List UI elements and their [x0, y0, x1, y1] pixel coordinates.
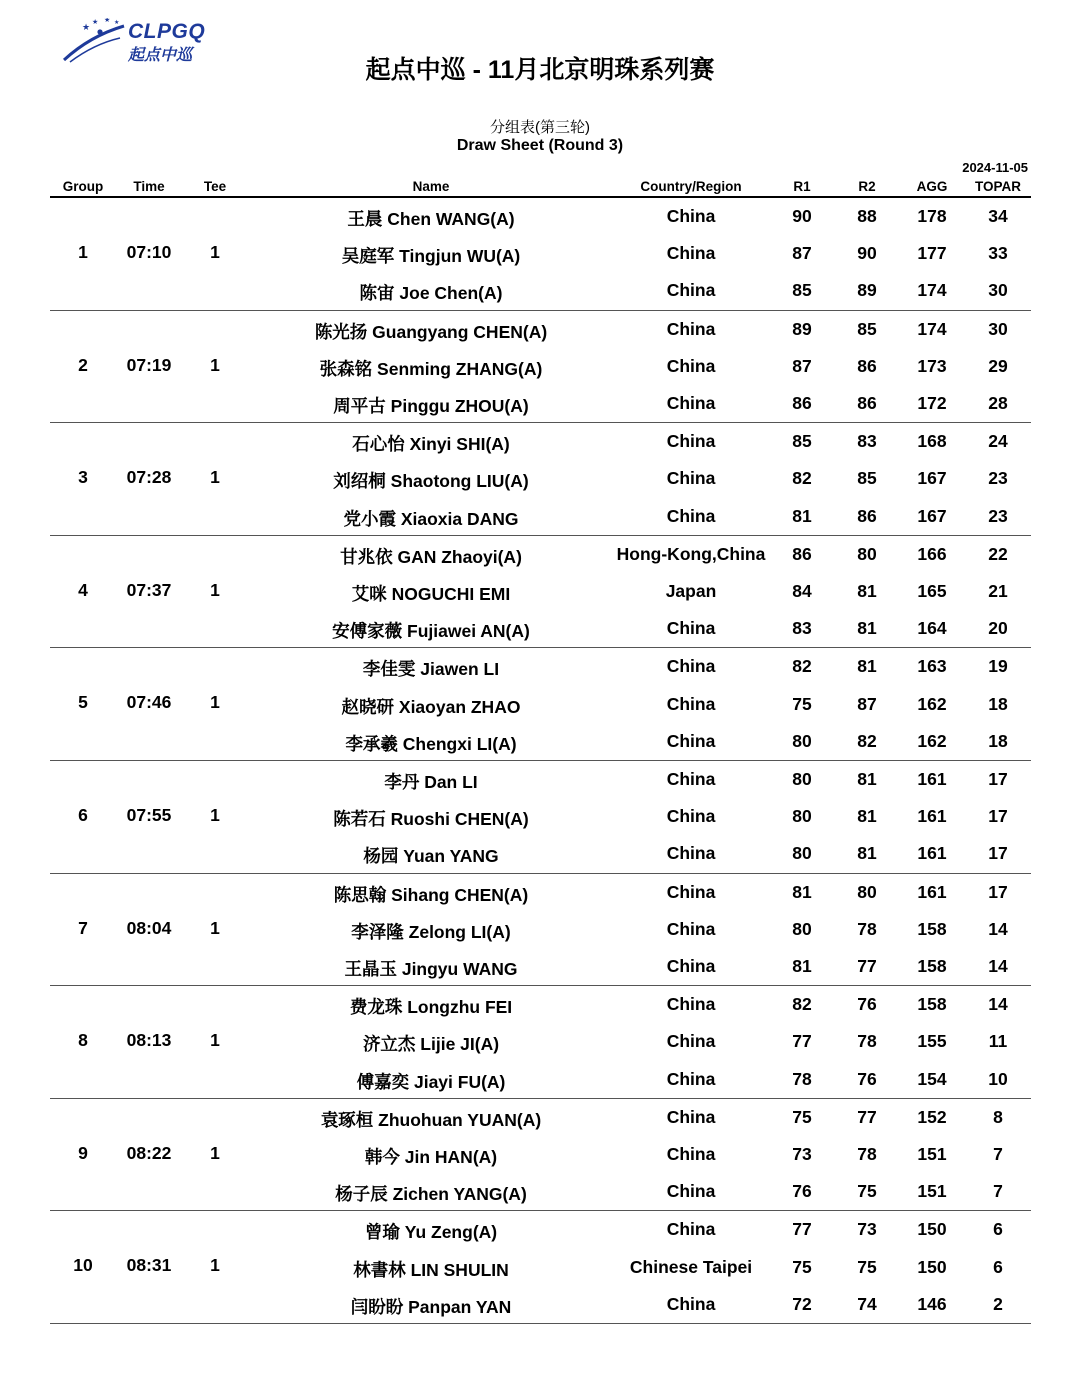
player-r2: 83	[857, 431, 877, 452]
player-agg: 154	[917, 1068, 947, 1089]
group-number: 9	[78, 1142, 88, 1163]
player-topar: 6	[993, 1219, 1003, 1240]
player-agg: 166	[917, 543, 947, 564]
tee-time: 07:10	[126, 242, 172, 262]
player-name: 李承羲 Chengxi LI(A)	[345, 733, 517, 754]
player-agg: 173	[917, 355, 947, 376]
player-r1: 90	[792, 206, 812, 226]
player-r2: 88	[857, 206, 877, 226]
group-number: 10	[73, 1255, 93, 1276]
player-topar: 17	[988, 843, 1008, 864]
table-row	[50, 1286, 1031, 1323]
player-topar: 7	[993, 1181, 1003, 1202]
player-r2: 87	[857, 693, 877, 714]
table-row	[50, 986, 1031, 1023]
player-r2: 81	[857, 656, 877, 677]
player-agg: 161	[917, 768, 947, 789]
player-r2: 89	[857, 280, 877, 301]
group-block	[50, 761, 1031, 874]
header-name: Name	[412, 179, 450, 194]
player-r2: 81	[857, 618, 877, 639]
player-agg: 162	[917, 693, 947, 714]
player-r2: 86	[857, 392, 877, 413]
groups-container	[50, 198, 1031, 1324]
player-r1: 72	[792, 1293, 812, 1314]
subtitle-english: Draw Sheet (Round 3)	[456, 137, 624, 154]
player-topar: 18	[988, 730, 1008, 751]
player-name: 杨园 Yuan YANG	[363, 846, 499, 867]
player-agg: 150	[917, 1256, 947, 1277]
player-agg: 174	[917, 318, 947, 339]
svg-text:★: ★	[82, 22, 91, 32]
draw-sheet-table	[50, 177, 1031, 1324]
player-name: 王晶玉 Jingyu WANG	[344, 958, 518, 979]
player-r1: 84	[792, 580, 812, 601]
player-r2: 81	[857, 806, 877, 827]
player-topar: 6	[993, 1256, 1003, 1277]
table-row	[50, 536, 1031, 573]
table-row	[50, 648, 1031, 685]
player-country: China	[666, 693, 716, 714]
tee-time: 07:19	[126, 354, 172, 375]
group-number: 3	[78, 467, 88, 488]
tee-number: 1	[210, 917, 220, 938]
player-r1: 80	[792, 843, 812, 864]
player-r2: 78	[857, 1143, 877, 1164]
player-r2: 90	[857, 243, 877, 264]
table-row	[50, 686, 1031, 723]
player-agg: 161	[917, 843, 947, 864]
player-agg: 164	[917, 618, 947, 639]
player-country: China	[666, 955, 716, 976]
player-r2: 82	[857, 730, 877, 751]
player-country: China	[666, 730, 716, 751]
player-r1: 87	[792, 355, 812, 376]
logo-subtext: 起点中巡	[128, 47, 193, 64]
player-topar: 29	[988, 355, 1008, 376]
player-r2: 78	[857, 1031, 877, 1052]
svg-text:★: ★	[104, 18, 111, 24]
table-row	[50, 610, 1031, 647]
player-topar: 30	[988, 280, 1008, 301]
player-agg: 163	[917, 656, 947, 677]
player-name: 韩今 Jin HAN(A)	[364, 1146, 498, 1167]
player-topar: 20	[988, 618, 1008, 639]
player-name: 傅嘉奕 Jiayi FU(A)	[356, 1071, 506, 1092]
player-agg: 152	[917, 1106, 947, 1127]
player-r2: 77	[857, 955, 877, 976]
player-name: 党小霞 Xiaoxia DANG	[343, 508, 519, 529]
player-r2: 85	[857, 468, 877, 489]
header-agg: AGG	[916, 179, 948, 194]
player-country: China	[666, 881, 716, 902]
player-agg: 158	[917, 918, 947, 939]
player-name: 周平古 Pinggu ZHOU(A)	[333, 395, 529, 416]
player-country: China	[666, 505, 716, 526]
group-block	[50, 874, 1031, 987]
player-agg: 172	[917, 392, 947, 413]
player-r1: 82	[792, 656, 812, 677]
group-block	[50, 198, 1031, 311]
player-name: 赵晓研 Xiaoyan ZHAO	[341, 696, 521, 717]
player-r2: 75	[857, 1181, 877, 1202]
table-row	[50, 272, 1031, 309]
page-title: 起点中巡 - 11月北京明珠系列赛	[365, 56, 715, 84]
player-country: China	[666, 1293, 716, 1314]
group-number: 5	[78, 692, 88, 713]
player-agg: 177	[917, 243, 947, 264]
player-name: 闫盼盼 Panpan YAN	[350, 1296, 512, 1317]
group-block	[50, 1099, 1031, 1212]
tee-time: 08:13	[126, 1030, 172, 1051]
tee-time: 08:31	[126, 1255, 172, 1276]
table-row	[50, 311, 1031, 348]
subtitle-chinese: 分组表(第三轮)	[490, 119, 590, 136]
group-block	[50, 536, 1031, 649]
player-country: China	[666, 1143, 716, 1164]
player-agg: 162	[917, 730, 947, 751]
tee-time: 08:04	[126, 917, 172, 938]
player-r1: 80	[792, 918, 812, 939]
table-row	[50, 460, 1031, 497]
player-name: 李泽隆 Zelong LI(A)	[351, 921, 511, 942]
player-topar: 14	[988, 994, 1008, 1015]
player-country: China	[666, 392, 716, 413]
player-r1: 80	[792, 806, 812, 827]
player-agg: 155	[917, 1031, 947, 1052]
group-block	[50, 311, 1031, 424]
player-r1: 85	[792, 431, 812, 452]
player-name: 李佳雯 Jiawen LI	[362, 659, 500, 680]
player-topar: 21	[988, 580, 1008, 601]
player-name: 陈光扬 Guangyang CHEN(A)	[314, 321, 548, 342]
player-agg: 158	[917, 994, 947, 1015]
player-country: Chinese Taipei	[629, 1256, 753, 1277]
player-r2: 81	[857, 843, 877, 864]
player-r1: 82	[792, 468, 812, 489]
player-country: China	[666, 280, 716, 301]
player-r1: 76	[792, 1181, 812, 1202]
player-topar: 17	[988, 881, 1008, 902]
player-name: 曾瑜 Yu Zeng(A)	[364, 1222, 498, 1243]
group-number: 8	[78, 1030, 88, 1051]
table-row	[50, 1136, 1031, 1173]
group-number: 7	[78, 917, 88, 938]
table-row	[50, 948, 1031, 985]
player-r1: 81	[792, 505, 812, 526]
table-row	[50, 1061, 1031, 1098]
tee-number: 1	[210, 1030, 220, 1051]
player-topar: 2	[993, 1293, 1003, 1314]
player-country: China	[666, 768, 716, 789]
player-topar: 10	[988, 1068, 1008, 1089]
tee-time: 07:55	[126, 804, 172, 825]
tee-number: 1	[210, 354, 220, 375]
player-agg: 158	[917, 955, 947, 976]
player-country: China	[666, 355, 716, 376]
player-r2: 73	[857, 1219, 877, 1240]
tee-number: 1	[210, 804, 220, 825]
player-r2: 77	[857, 1106, 877, 1127]
player-country: China	[666, 618, 716, 639]
player-country: China	[666, 1181, 716, 1202]
player-name: 安傅家薇 Fujiawei AN(A)	[332, 621, 530, 642]
player-name: 袁琢桓 Zhuohuan YUAN(A)	[320, 1109, 542, 1130]
player-topar: 11	[988, 1031, 1008, 1052]
player-topar: 34	[988, 206, 1008, 226]
player-agg: 161	[917, 806, 947, 827]
player-agg: 178	[917, 206, 947, 226]
table-row	[50, 423, 1031, 460]
player-r2: 86	[857, 355, 877, 376]
group-number: 1	[78, 242, 88, 262]
player-name: 林書林 LIN SHULIN	[353, 1259, 509, 1280]
player-r1: 78	[792, 1068, 812, 1089]
header-group: Group	[62, 179, 104, 194]
table-row	[50, 1211, 1031, 1248]
table-row	[50, 348, 1031, 385]
player-topar: 14	[988, 918, 1008, 939]
player-name: 费龙珠 Longzhu FEI	[349, 997, 513, 1018]
player-name: 李丹 Dan LI	[384, 771, 478, 792]
player-agg: 168	[917, 431, 947, 452]
player-country: Japan	[665, 580, 717, 601]
player-country: China	[666, 318, 716, 339]
player-name: 陈宙 Joe Chen(A)	[359, 283, 503, 304]
player-r2: 75	[857, 1256, 877, 1277]
header-r1: R1	[793, 179, 811, 194]
table-row	[50, 385, 1031, 422]
player-r1: 86	[792, 392, 812, 413]
player-agg: 167	[917, 505, 947, 526]
logo-text: CLPGQ	[128, 20, 206, 43]
player-name: 杨子辰 Zichen YANG(A)	[335, 1184, 527, 1205]
player-r1: 77	[792, 1031, 812, 1052]
group-block	[50, 423, 1031, 536]
table-row	[50, 1023, 1031, 1060]
player-r2: 81	[857, 768, 877, 789]
player-r1: 75	[792, 693, 812, 714]
player-name: 艾咪 NOGUCHI EMI	[351, 583, 511, 604]
tee-number: 1	[210, 1142, 220, 1163]
group-number: 4	[78, 579, 88, 600]
player-r1: 80	[792, 768, 812, 789]
player-r2: 81	[857, 580, 877, 601]
player-country: China	[666, 1219, 716, 1240]
player-topar: 19	[988, 656, 1008, 677]
player-topar: 8	[993, 1106, 1003, 1127]
player-agg: 167	[917, 468, 947, 489]
tee-time: 07:37	[126, 579, 172, 600]
tee-number: 1	[210, 242, 220, 262]
group-block	[50, 986, 1031, 1099]
player-r2: 74	[857, 1293, 877, 1314]
player-topar: 28	[988, 392, 1008, 413]
player-r1: 81	[792, 955, 812, 976]
player-name: 石心怡 Xinyi SHI(A)	[352, 434, 510, 455]
player-name: 吴庭军 Tingjun WU(A)	[341, 246, 521, 267]
table-row	[50, 1249, 1031, 1286]
player-topar: 17	[988, 768, 1008, 789]
player-r1: 86	[792, 543, 812, 564]
player-country: China	[666, 806, 716, 827]
tee-time: 07:46	[126, 692, 172, 713]
player-r1: 89	[792, 318, 812, 339]
player-r1: 87	[792, 243, 812, 264]
table-row	[50, 1173, 1031, 1210]
player-r1: 75	[792, 1106, 812, 1127]
player-agg: 165	[917, 580, 947, 601]
player-r1: 85	[792, 280, 812, 301]
table-row	[50, 874, 1031, 911]
player-name: 王晨 Chen WANG(A)	[347, 209, 515, 229]
player-topar: 7	[993, 1143, 1003, 1164]
table-header	[50, 177, 1031, 198]
tee-number: 1	[210, 579, 220, 600]
player-topar: 14	[988, 955, 1008, 976]
group-block	[50, 1211, 1031, 1324]
player-agg: 151	[917, 1181, 947, 1202]
table-row	[50, 1099, 1031, 1136]
group-number: 6	[78, 804, 88, 825]
player-country: China	[666, 994, 716, 1015]
player-r1: 75	[792, 1256, 812, 1277]
player-country: China	[666, 468, 716, 489]
player-country: China	[666, 243, 716, 264]
player-r2: 78	[857, 918, 877, 939]
player-name: 甘兆依 GAN Zhaoyi(A)	[340, 546, 522, 567]
player-country: China	[666, 918, 716, 939]
group-block	[50, 648, 1031, 761]
player-country: Hong-Kong,China	[616, 543, 766, 564]
player-country: China	[666, 656, 716, 677]
player-topar: 22	[988, 543, 1008, 564]
table-row	[50, 761, 1031, 798]
tee-number: 1	[210, 467, 220, 488]
player-r2: 76	[857, 994, 877, 1015]
player-agg: 161	[917, 881, 947, 902]
table-row	[50, 198, 1031, 235]
player-r1: 81	[792, 881, 812, 902]
tee-time: 07:28	[126, 467, 172, 488]
table-row	[50, 835, 1031, 872]
player-topar: 23	[988, 505, 1008, 526]
table-row	[50, 573, 1031, 610]
player-agg: 150	[917, 1219, 947, 1240]
table-row	[50, 498, 1031, 535]
player-name: 陈思翰 Sihang CHEN(A)	[333, 884, 529, 905]
tee-number: 1	[210, 1255, 220, 1276]
player-country: China	[666, 1068, 716, 1089]
player-r1: 73	[792, 1143, 812, 1164]
player-topar: 18	[988, 693, 1008, 714]
player-r2: 80	[857, 543, 877, 564]
player-name: 陈若石 Ruoshi CHEN(A)	[333, 809, 529, 830]
header-country: Country/Region	[640, 179, 742, 194]
player-r2: 86	[857, 505, 877, 526]
player-r1: 83	[792, 618, 812, 639]
player-name: 刘绍桐 Shaotong LIU(A)	[333, 471, 529, 492]
table-row	[50, 798, 1031, 835]
player-topar: 17	[988, 806, 1008, 827]
svg-text:★: ★	[114, 20, 120, 26]
player-country: China	[666, 1106, 716, 1127]
player-r1: 77	[792, 1219, 812, 1240]
document-date: 2024-11-05	[962, 160, 1028, 175]
player-r2: 76	[857, 1068, 877, 1089]
table-row	[50, 235, 1031, 272]
table-row	[50, 911, 1031, 948]
player-topar: 30	[988, 318, 1008, 339]
player-r2: 80	[857, 881, 877, 902]
table-row	[50, 723, 1031, 760]
player-topar: 23	[988, 468, 1008, 489]
player-r2: 85	[857, 318, 877, 339]
player-name: 济立杰 Lijie JI(A)	[362, 1034, 500, 1055]
group-number: 2	[78, 354, 88, 375]
player-country: China	[666, 206, 716, 226]
player-r1: 80	[792, 730, 812, 751]
tee-time: 08:22	[126, 1142, 172, 1163]
header-time: Time	[133, 179, 165, 194]
header-tee: Tee	[203, 179, 227, 194]
header-topar: TOPAR	[974, 179, 1021, 194]
tee-number: 1	[210, 692, 220, 713]
player-topar: 33	[988, 243, 1008, 264]
player-agg: 151	[917, 1143, 947, 1164]
player-topar: 24	[988, 431, 1008, 452]
player-country: China	[666, 843, 716, 864]
player-agg: 174	[917, 280, 947, 301]
player-country: China	[666, 431, 716, 452]
player-country: China	[666, 1031, 716, 1052]
player-agg: 146	[917, 1293, 947, 1314]
svg-text:★: ★	[92, 19, 99, 26]
header-r2: R2	[858, 179, 876, 194]
player-r1: 82	[792, 994, 812, 1015]
player-name: 张森铭 Senming ZHANG(A)	[319, 358, 543, 379]
